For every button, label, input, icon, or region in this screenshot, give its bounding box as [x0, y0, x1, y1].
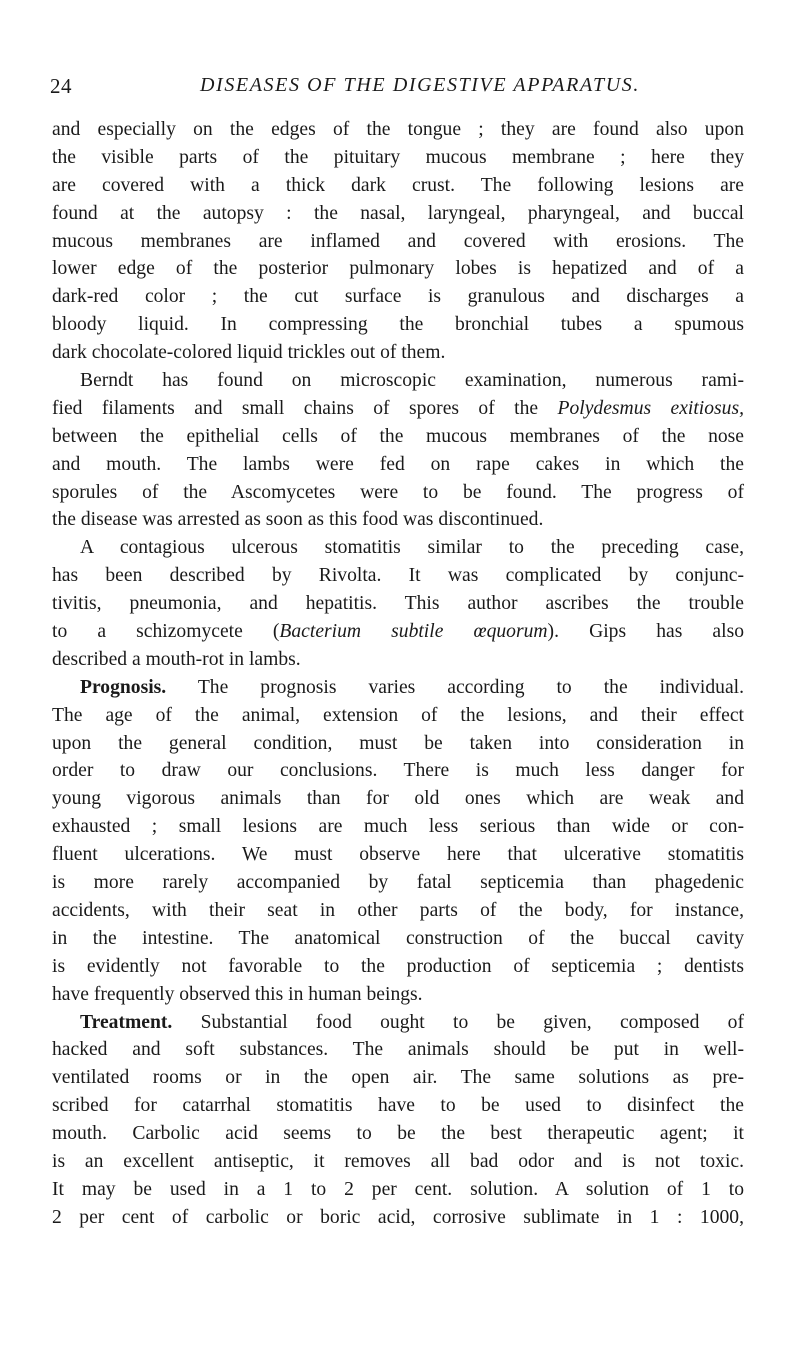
text-segment: in the intestine. The anatomical construction of the buccal cavity — [52, 927, 744, 949]
text-segment: dark chocolate-colored liquid trickles out of them. — [52, 342, 446, 364]
text-segment: mouth. Carbolic acid seems to be the best therapeutic agent; it — [52, 1123, 744, 1145]
text-line — [52, 841, 744, 869]
text-line — [52, 897, 744, 925]
text-line — [52, 1176, 744, 1204]
text-segment: the visible parts of the pituitary mucous membrane ; here they — [52, 146, 744, 168]
text-line — [52, 339, 744, 367]
text-segment: It may be used in a 1 to 2 per cent. solution. A solution of 1 to — [52, 1178, 744, 1200]
text-line — [52, 506, 744, 534]
text-segment: upon the general condition, must be taken into consideration in — [52, 732, 744, 754]
text-line — [52, 757, 744, 785]
text-body — [52, 116, 744, 1232]
text-segment: is more rarely accompanied by fatal septicemia than phagedenic — [52, 872, 744, 894]
text-line — [52, 785, 744, 813]
text-line — [52, 562, 744, 590]
text-line — [52, 200, 744, 228]
text-line — [52, 674, 744, 702]
text-line — [52, 1092, 744, 1120]
text-line — [52, 1009, 744, 1037]
text-line — [52, 311, 744, 339]
text-line — [52, 1204, 744, 1232]
text-line — [52, 981, 744, 1009]
italic-term: Bacterium subtile œquorum — [279, 621, 548, 643]
text-segment: found at the autopsy : the nasal, laryngeal, pharyngeal, and buccal — [52, 202, 744, 224]
text-segment: and especially on the edges of the tongue ; they are found also upon — [52, 119, 744, 140]
text-segment: bloody liquid. In compressing the bronchial tubes a spumous — [52, 314, 744, 336]
text-line — [52, 451, 744, 479]
text-line — [52, 702, 744, 730]
text-segment: scribed for catarrhal stomatitis have to be used to disinfect the — [52, 1095, 744, 1117]
text-segment: between the epithelial cells of the mucous membranes of the nose — [52, 425, 744, 447]
text-segment: fied filaments and small chains of spores of the — [52, 397, 558, 419]
text-line — [52, 228, 744, 256]
text-segment: and mouth. The lambs were fed on rape cakes in which the — [52, 453, 744, 475]
text-segment: lower edge of the posterior pulmonary lobes is hepatized and of a — [52, 258, 744, 280]
text-segment: ventilated rooms or in the open air. The same solutions as pre- — [52, 1067, 744, 1089]
running-head: DISEASES OF THE DIGESTIVE APPARATUS. — [200, 74, 640, 96]
section-heading: Treatment. — [80, 1011, 173, 1033]
text-line — [52, 646, 744, 674]
text-segment: Berndt has found on microscopic examination, numerous rami- — [80, 370, 744, 392]
text-line — [52, 116, 744, 144]
text-line — [52, 534, 744, 562]
text-segment: is an excellent antiseptic, it removes all bad odor and is not toxic. — [52, 1150, 744, 1172]
text-line — [52, 925, 744, 953]
text-line — [52, 1120, 744, 1148]
text-segment: tivitis, pneumonia, and hepatitis. This author ascribes the trouble — [52, 593, 744, 615]
text-line — [52, 869, 744, 897]
text-segment: sporules of the Ascomycetes were to be found. The progress of — [52, 481, 744, 503]
text-segment: is evidently not favorable to the production of septicemia ; dentists — [52, 955, 744, 977]
text-segment: mucous membranes are inflamed and covered with erosions. The — [52, 230, 744, 252]
text-segment: to a schizomycete ( — [52, 621, 280, 643]
text-line — [52, 172, 744, 200]
page-header — [50, 74, 750, 104]
text-segment: has been described by Rivolta. It was complicated by conjunc- — [52, 565, 744, 587]
text-line — [52, 730, 744, 758]
text-segment: fluent ulcerations. We must observe here that ulcerative stomatitis — [52, 844, 744, 866]
text-segment: are covered with a thick dark crust. The following lesions are — [52, 174, 744, 196]
text-line — [52, 590, 744, 618]
text-line — [52, 1148, 744, 1176]
text-line — [52, 1036, 744, 1064]
text-segment: dark-red color ; the cut surface is granulous and discharges a — [52, 286, 744, 308]
text-line — [52, 367, 744, 395]
text-line — [52, 283, 744, 311]
text-segment: The age of the animal, extension of the lesions, and their effect — [52, 704, 744, 726]
text-line — [52, 423, 744, 451]
text-line — [52, 1064, 744, 1092]
text-line — [52, 255, 744, 283]
text-line — [52, 144, 744, 172]
text-line — [52, 618, 744, 646]
text-segment: hacked and soft substances. The animals should be put in well- — [52, 1039, 744, 1061]
text-segment: order to draw our conclusions. There is much less danger for — [52, 760, 744, 782]
text-segment: described a mouth-rot in lambs. — [52, 648, 301, 670]
italic-term: Polydesmus exitiosus, — [557, 397, 744, 419]
text-segment: exhausted ; small lesions are much less serious than wide or con- — [52, 816, 744, 838]
text-line — [52, 479, 744, 507]
text-segment: have frequently observed this in human beings. — [52, 983, 423, 1005]
text-line — [52, 813, 744, 841]
page-number: 24 — [50, 74, 72, 98]
text-segment: ). Gips has also — [547, 621, 744, 643]
text-segment: young vigorous animals than for old ones which are weak and — [52, 788, 744, 810]
text-segment: A contagious ulcerous stomatitis similar to the preceding case, — [80, 537, 744, 559]
text-segment: The prognosis varies according to the individual. — [166, 676, 744, 698]
text-segment: the disease was arrested as soon as this food was discontinued. — [52, 509, 544, 531]
text-segment: accidents, with their seat in other parts of the body, for instance, — [52, 899, 744, 921]
text-segment: 2 per cent of carbolic or boric acid, corrosive sublimate in 1 : 1000, — [52, 1206, 744, 1228]
text-segment: Substantial food ought to be given, composed of — [172, 1011, 744, 1033]
text-line — [52, 395, 744, 423]
text-line — [52, 953, 744, 981]
section-heading: Prognosis. — [80, 676, 167, 698]
